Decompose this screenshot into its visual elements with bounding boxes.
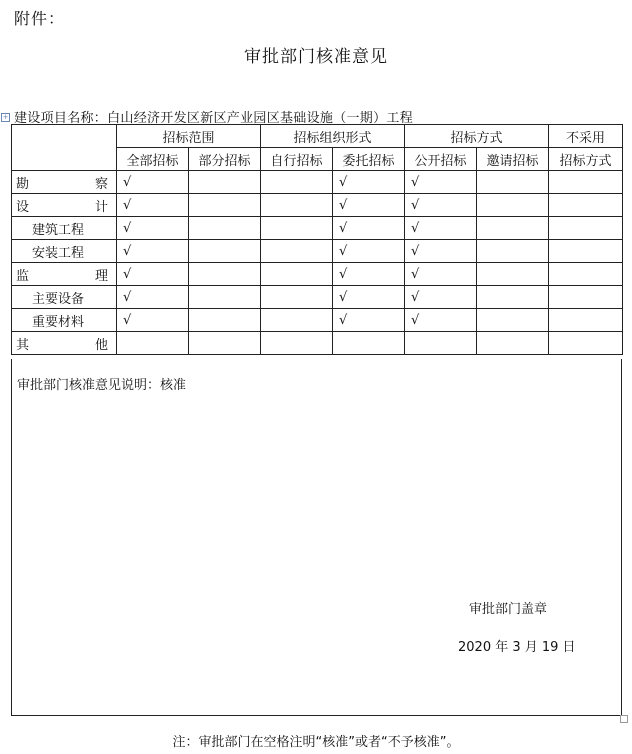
table-cell[interactable] xyxy=(261,286,333,309)
row-label-text: 建筑工程 xyxy=(32,222,85,238)
table-cell[interactable]: √ xyxy=(117,194,189,217)
sub-header-open: 公开招标 xyxy=(405,148,477,171)
attachment-label: 附件： xyxy=(14,9,66,28)
table-cell[interactable] xyxy=(477,171,549,194)
table-cell[interactable] xyxy=(261,217,333,240)
table-cell[interactable] xyxy=(405,332,477,355)
table-cell[interactable] xyxy=(189,332,261,355)
group-header-method: 招标方式 xyxy=(405,125,549,148)
document-title: 审批部门核准意见 xyxy=(244,47,388,67)
table-row xyxy=(12,332,623,355)
table-cell[interactable] xyxy=(477,309,549,332)
table-row xyxy=(12,263,623,286)
footnote: 注：审批部门在空格注明“核准”或者“不予核准”。 xyxy=(172,735,460,750)
table-cell[interactable]: √ xyxy=(405,263,477,286)
table-cell[interactable]: √ xyxy=(333,171,405,194)
table-move-handle-icon[interactable]: + xyxy=(2,113,9,121)
project-name-line: 建设项目名称：白山经济开发区新区产业园区基础设施（一期）工程 xyxy=(14,111,414,126)
approval-table xyxy=(11,124,623,355)
row-label-text: 重要材料 xyxy=(32,314,85,330)
table-cell[interactable]: √ xyxy=(405,171,477,194)
row-label-text: 设 计 xyxy=(16,199,108,215)
row-label-text: 安装工程 xyxy=(32,245,85,261)
table-cell[interactable]: √ xyxy=(405,240,477,263)
table-cell[interactable]: √ xyxy=(333,240,405,263)
table-cell[interactable]: √ xyxy=(117,263,189,286)
sub-header-method: 招标方式 xyxy=(549,148,623,171)
table-cell[interactable]: √ xyxy=(333,263,405,286)
table-cell[interactable] xyxy=(261,171,333,194)
table-cell[interactable] xyxy=(549,217,623,240)
table-row xyxy=(12,286,623,309)
table-cell[interactable] xyxy=(477,263,549,286)
table-cell[interactable]: √ xyxy=(405,217,477,240)
table-row xyxy=(12,309,623,332)
table-cell[interactable] xyxy=(477,217,549,240)
table-resize-handle-icon[interactable] xyxy=(620,715,628,723)
table-row xyxy=(12,240,623,263)
table-row xyxy=(12,194,623,217)
table-cell[interactable] xyxy=(549,194,623,217)
table-cell[interactable] xyxy=(261,332,333,355)
row-label-text: 主要设备 xyxy=(32,291,85,307)
table-cell[interactable]: √ xyxy=(333,309,405,332)
table-cell[interactable] xyxy=(549,332,623,355)
table-cell[interactable]: √ xyxy=(405,286,477,309)
row-label xyxy=(12,263,117,286)
table-cell[interactable]: √ xyxy=(117,171,189,194)
table-cell[interactable] xyxy=(261,263,333,286)
table-cell[interactable]: √ xyxy=(405,309,477,332)
row-label-text: 监 理 xyxy=(16,268,108,284)
table-cell[interactable]: √ xyxy=(333,194,405,217)
table-cell[interactable] xyxy=(477,194,549,217)
table-row xyxy=(12,171,623,194)
table-cell[interactable] xyxy=(549,286,623,309)
group-header-scope: 招标范围 xyxy=(117,125,261,148)
table-cell[interactable] xyxy=(261,240,333,263)
table-cell[interactable]: √ xyxy=(117,240,189,263)
table-cell[interactable] xyxy=(189,286,261,309)
table-cell[interactable] xyxy=(189,171,261,194)
table-cell[interactable] xyxy=(189,263,261,286)
table-cell[interactable] xyxy=(477,332,549,355)
corner-header-cell xyxy=(12,125,117,171)
sub-header-full: 全部招标 xyxy=(117,148,189,171)
table-cell[interactable] xyxy=(189,194,261,217)
sub-header-partial: 部分招标 xyxy=(189,148,261,171)
table-cell[interactable]: √ xyxy=(117,217,189,240)
seal-label: 审批部门盖章 xyxy=(469,602,548,617)
row-label xyxy=(12,332,117,355)
row-label xyxy=(12,171,117,194)
row-label-text: 勘 察 xyxy=(16,176,108,192)
table-cell[interactable] xyxy=(261,309,333,332)
row-label xyxy=(12,217,117,240)
table-cell[interactable] xyxy=(189,217,261,240)
sub-header-entrusted: 委托招标 xyxy=(333,148,405,171)
group-header-not-adopted: 不采用 xyxy=(549,125,623,148)
table-cell[interactable] xyxy=(333,332,405,355)
approval-date: 2020 年 3 月 19 日 xyxy=(458,640,576,655)
row-label xyxy=(12,286,117,309)
group-header-organization: 招标组织形式 xyxy=(261,125,405,148)
table-row xyxy=(12,217,623,240)
table-cell[interactable]: √ xyxy=(117,309,189,332)
table-cell[interactable]: √ xyxy=(405,194,477,217)
table-cell[interactable] xyxy=(189,240,261,263)
opinion-box xyxy=(11,359,622,716)
row-label xyxy=(12,194,117,217)
table-cell[interactable] xyxy=(261,194,333,217)
sub-header-invited: 邀请招标 xyxy=(477,148,549,171)
table-cell[interactable] xyxy=(477,240,549,263)
table-cell[interactable]: √ xyxy=(117,286,189,309)
table-cell[interactable] xyxy=(477,286,549,309)
row-label xyxy=(12,309,117,332)
table-cell[interactable] xyxy=(549,309,623,332)
table-cell[interactable] xyxy=(549,240,623,263)
table-cell[interactable] xyxy=(549,263,623,286)
table-cell[interactable] xyxy=(117,332,189,355)
row-label-text: 其 他 xyxy=(16,337,108,353)
table-cell[interactable] xyxy=(189,309,261,332)
opinion-note: 审批部门核准意见说明：核准 xyxy=(17,378,187,393)
row-label xyxy=(12,240,117,263)
table-cell[interactable]: √ xyxy=(333,217,405,240)
sub-header-self: 自行招标 xyxy=(261,148,333,171)
table-cell[interactable] xyxy=(549,171,623,194)
table-cell[interactable]: √ xyxy=(333,286,405,309)
